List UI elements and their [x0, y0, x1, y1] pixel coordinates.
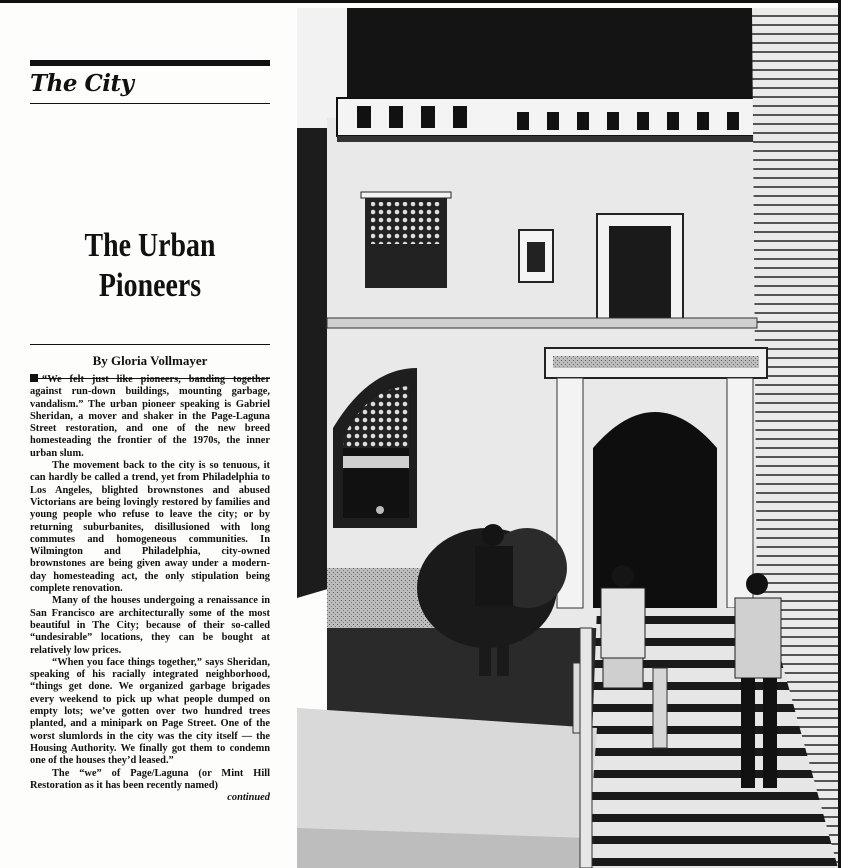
section-title: The City — [30, 70, 134, 97]
front-door-arch — [593, 412, 717, 608]
continued-label: continued — [227, 792, 270, 804]
start-square-icon — [30, 374, 38, 382]
article-header — [30, 60, 270, 379]
paragraph-text: “We felt just like pioneers, banding together against run-down buildings, mounting garbage, vandalism.” The urban pioneer speaking is Gabriel Sheridan, a mover and shaker in the Page-Laguna Street restoration, and one of the new breed homesteading the frontier of the 1970s, the inner urban slum. — [30, 374, 270, 459]
pole — [580, 628, 592, 868]
paragraph — [30, 374, 270, 460]
article-body — [30, 374, 270, 804]
section-underline — [30, 103, 270, 104]
paragraph: “When you face things together,” says Sheridan, speaking of his racially integrated neighborhood, “things get done. We organized garbage brigades every weekend to pick up what people dumped on empty lots; we’ve gotten over two hundred trees planted, and a minipark on Page Street. One of the worst slumlords in the city was the city itself — the Housing Authority. We finally got them to condemn one of the houses they’d leased.” — [30, 656, 270, 767]
section-rule — [30, 60, 270, 66]
headline — [52, 226, 249, 306]
byline: By Gloria Vollmayer — [92, 353, 208, 368]
headline-line-1: The Urban — [84, 227, 216, 264]
victorian-house-photo — [297, 8, 838, 868]
paragraph: The movement back to the city is so tenuous, it can hardly be called a trend, yet from Philadelphia to Los Angeles, blighted brownstones and abused Victorians are being lovingly restored by families and young people who refuse to leave the city; or by returning suburbanites, disillusioned with long commutes and homogeneous communities. In Wilmington and Philadelphia, city-owned brownstones are being given away under a modern-day homesteading act, the only stipulation being complete renovation. — [30, 460, 270, 595]
byline-top-rule — [30, 344, 270, 345]
headline-line-2: Pioneers — [98, 267, 202, 304]
photo-svg — [297, 8, 838, 868]
paragraph: Many of the houses undergoing a renaissance in San Francisco are architecturally some of the most beautiful in The City; because of their so-called “undesirable” locations, they can be bought at relatively low prices. — [30, 595, 270, 656]
top-border — [0, 0, 841, 3]
left-building — [297, 128, 331, 598]
paragraph: The “we” of Page/Laguna (or Mint Hill Restoration as it has been recently named) — [30, 767, 270, 791]
